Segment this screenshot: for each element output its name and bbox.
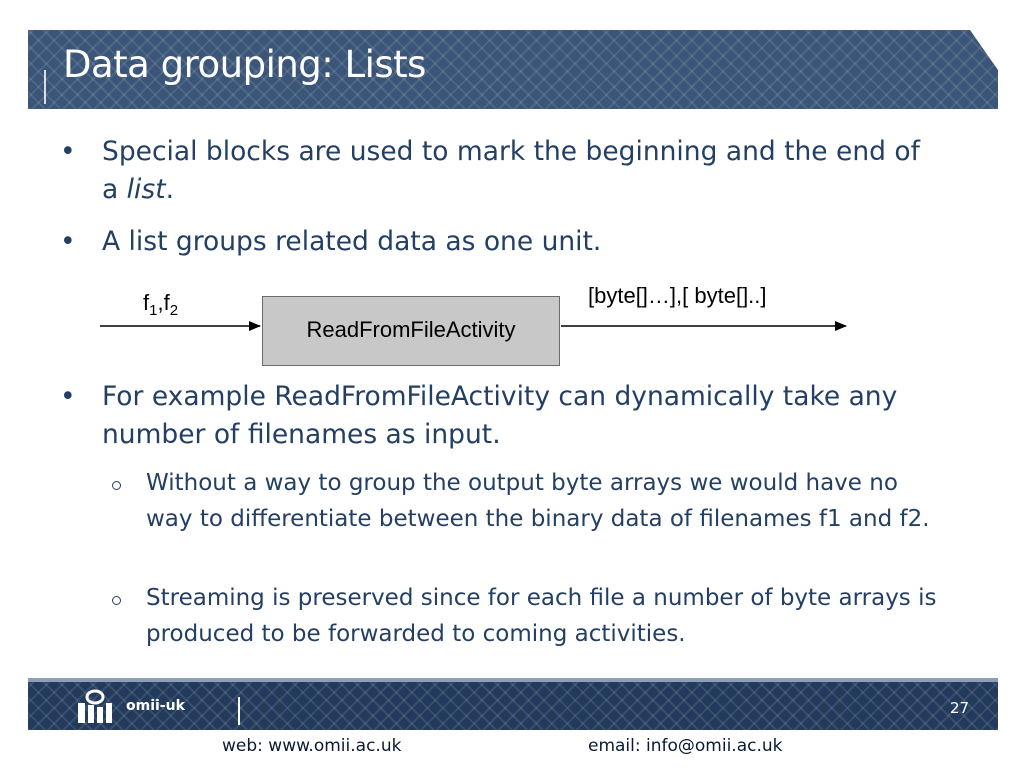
bullet-1-text [102,133,940,209]
output-label: [byte[]…],[ byte[]..] [588,283,767,308]
input-f: f [143,290,150,315]
activity-label: ReadFromFileActivity [306,317,516,342]
email-address[interactable]: email: info@omii.ac.uk [588,736,783,756]
sub-bullet-2 [112,580,942,652]
bullet-3 [60,378,940,454]
web-address[interactable]: web: www.omii.ac.uk [222,736,402,756]
logo-text: omii-uk [126,698,185,714]
slide-title: Data grouping: Lists [63,43,426,86]
footer-top-line [28,678,998,682]
bullet-1-main: Special blocks are used to mark the beginning and the end of a [102,136,920,205]
bullet-3-text: For example ReadFromFileActivity can dynamically take any number of filenames as input. [102,381,898,450]
bullet-dot: • [60,136,76,167]
sub-bullet-marker [112,596,121,605]
bullet-1 [60,133,940,209]
bullet-2-text: A list groups related data as one unit. [102,226,602,257]
bullet-dot: • [60,381,76,412]
bullet-1-end: . [165,174,175,205]
title-divider [44,70,46,104]
sub-bullet-marker [112,481,121,490]
bullet-2 [60,223,940,261]
input-sep: ,f [157,290,170,315]
bullet-dot: • [60,226,76,257]
sub-bullet-2-text: Streaming is preserved since for each file a number of byte arrays is produced to be forwarded to coming activities. [146,585,937,647]
activity-box [262,296,560,366]
input-sub-1: 1 [149,302,158,319]
input-label [143,290,179,319]
page-number: 27 [950,699,970,717]
input-sub-2: 2 [169,302,179,319]
bullet-1-emphasis: list [126,174,166,205]
omii-logo-icon [74,688,116,726]
footer-divider [238,697,240,725]
sub-bullet-1-text: Without a way to group the output byte arrays we would have no way to differentiate between the binary data of filenames f1 and f2. [146,470,930,532]
sub-bullet-1 [112,465,942,537]
